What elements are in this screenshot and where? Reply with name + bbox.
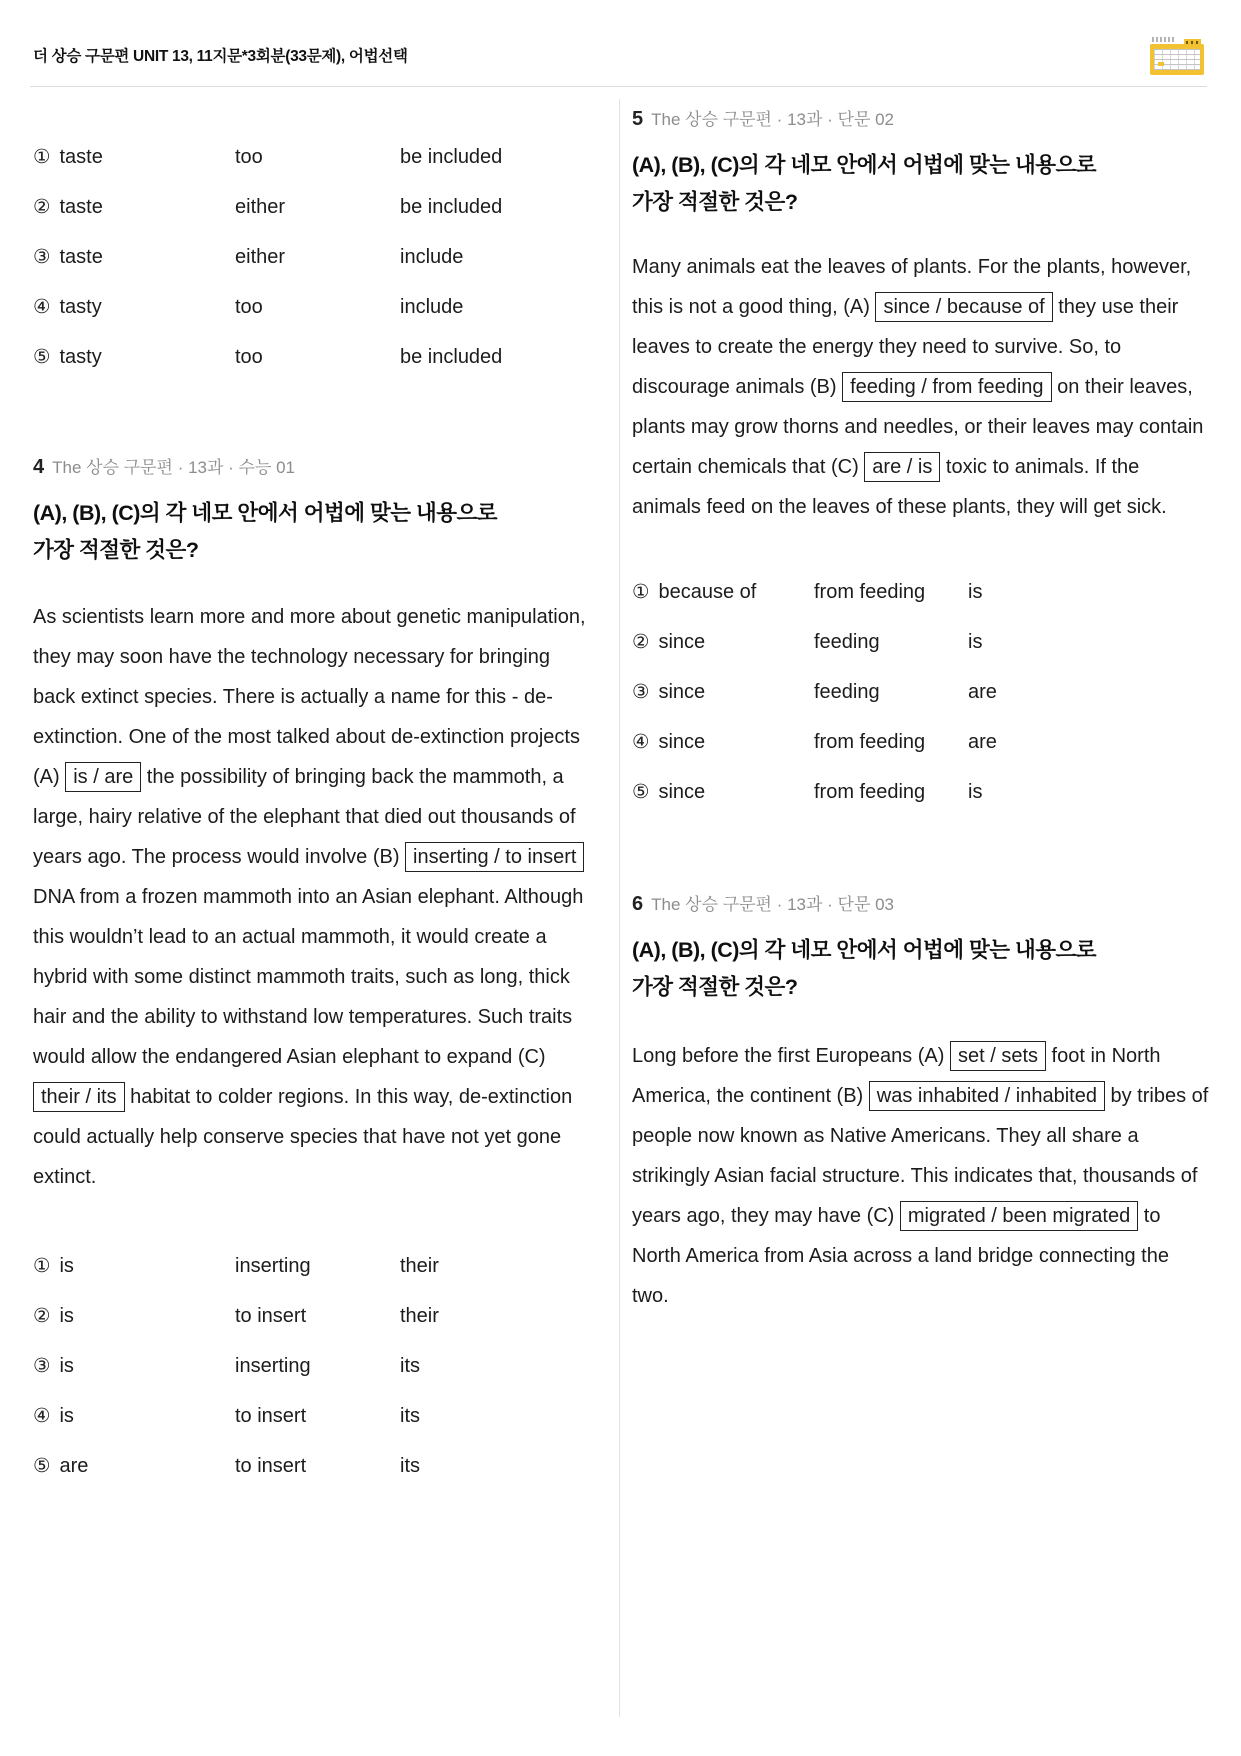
- option-col-a: is: [59, 1254, 74, 1277]
- option-col-c: are: [968, 730, 997, 753]
- passage-text: the possibility of bringing back the mammoth, a large, hairy relative of the elephant that died out thousands of years ago. The process would involve (B): [33, 766, 576, 868]
- question4-prompt: [33, 495, 589, 569]
- option-col-a: tasty: [59, 345, 102, 368]
- question4-answer-options: [33, 1241, 589, 1491]
- choice-box-b: inserting / to insert: [405, 842, 584, 872]
- option-col-b: to insert: [235, 1404, 307, 1427]
- option-number: ②: [632, 631, 650, 653]
- option-col-c: include: [400, 295, 464, 318]
- logo-table-sheet: [1154, 49, 1200, 70]
- passage-text: toxic to animals. If the animals feed on the leaves of these plants, they will get sick.: [632, 456, 1167, 518]
- prompt-line: (A), (B), (C)의 각 네모 안에서 어법에 맞는 내용으로: [632, 938, 1097, 962]
- question4-passage: [33, 597, 589, 1197]
- option-col-a: tasty: [59, 295, 102, 318]
- option-col-b: too: [235, 295, 263, 318]
- option-number: ①: [632, 581, 650, 603]
- option-number: ④: [33, 1405, 51, 1427]
- question6-prompt: [632, 932, 1210, 1006]
- question-number: 4: [33, 456, 45, 478]
- option-col-c: include: [400, 245, 464, 268]
- question-number: 5: [632, 108, 644, 130]
- option-col-c: its: [400, 1404, 420, 1427]
- option-col-a: taste: [59, 245, 103, 268]
- option-col-c: its: [400, 1354, 420, 1377]
- question5-header: [632, 106, 1210, 133]
- option-col-c: is: [968, 780, 983, 803]
- option-col-b: from feeding: [814, 580, 926, 603]
- passage-text: to North America from Asia across a land bridge connecting the two.: [632, 1205, 1169, 1307]
- choice-box-c: are / is: [864, 452, 940, 482]
- option-number: ②: [33, 1305, 51, 1327]
- choice-box-c: migrated / been migrated: [900, 1201, 1138, 1231]
- option-col-b: too: [235, 345, 263, 368]
- choice-box-a: since / because of: [875, 292, 1052, 322]
- question-number: 6: [632, 893, 644, 915]
- left-column: [33, 132, 589, 1491]
- option-col-c: be included: [400, 195, 503, 218]
- option-number: ①: [33, 146, 51, 168]
- prompt-line: 가장 적절한 것은?: [632, 190, 798, 214]
- passage-text: they use their leaves to create the energy they need to survive. So, to discourage animals (B): [632, 296, 1179, 398]
- option-number: ④: [632, 731, 650, 753]
- option-col-b: feeding: [814, 680, 880, 703]
- option-col-c: is: [968, 630, 983, 653]
- option-number: ②: [33, 196, 51, 218]
- choice-box-a: is / are: [65, 762, 141, 792]
- option-col-a: since: [658, 730, 706, 753]
- question4-header: [33, 454, 589, 481]
- worksheet-title: 더 상승 구문편 UNIT 13, 11지문*3회분(33문제), 어법선택: [33, 48, 408, 65]
- logo-highlight-cell: [1158, 62, 1164, 66]
- option-number: ⑤: [33, 1455, 51, 1477]
- prompt-line: 가장 적절한 것은?: [632, 975, 798, 999]
- option-number: ③: [632, 681, 650, 703]
- option-col-b: from feeding: [814, 780, 926, 803]
- option-col-c: their: [400, 1304, 439, 1327]
- option-col-b: inserting: [235, 1254, 311, 1277]
- option-col-a: taste: [59, 145, 103, 168]
- option-col-b: to insert: [235, 1304, 307, 1327]
- option-col-c: its: [400, 1454, 420, 1477]
- passage-text: habitat to colder regions. In this way, de-extinction could actually help conserve species that have not yet gone extinct.: [33, 1086, 573, 1188]
- option-row: [33, 1391, 589, 1441]
- option-row: [33, 282, 589, 332]
- option-row: [33, 132, 589, 182]
- timetable-logo-icon: [1150, 36, 1204, 76]
- answer-options-previous-question: [33, 132, 589, 382]
- passage-text: Many animals eat the leaves of plants. For the plants, however, this is not a good thing, (A): [632, 256, 1192, 318]
- passage-text: by tribes of people now known as Native Americans. They all share a strikingly Asian facial structure. This indicates that, thousands of years ago, they may have (C): [632, 1085, 1209, 1227]
- option-col-b: to insert: [235, 1454, 307, 1477]
- option-row: [33, 1241, 589, 1291]
- option-row: [632, 717, 1210, 767]
- choice-box-b: feeding / from feeding: [842, 372, 1051, 402]
- option-col-b: too: [235, 145, 263, 168]
- question6-header: [632, 891, 1210, 918]
- option-number: ④: [33, 296, 51, 318]
- option-row: [33, 1441, 589, 1491]
- option-row: [33, 182, 589, 232]
- option-row: [33, 1291, 589, 1341]
- option-col-b: from feeding: [814, 730, 926, 753]
- option-row: [632, 767, 1210, 817]
- option-col-a: taste: [59, 195, 103, 218]
- passage-text: on their leaves, plants may grow thorns and needles, or their leaves may contain certain chemicals that (C): [632, 376, 1204, 478]
- option-col-c: their: [400, 1254, 439, 1277]
- option-col-a: is: [59, 1304, 74, 1327]
- option-row: [33, 1341, 589, 1391]
- question5-prompt: [632, 147, 1210, 221]
- option-number: ③: [33, 246, 51, 268]
- passage-text: foot in North America, the continent (B): [632, 1045, 1161, 1107]
- choice-box-a: set / sets: [950, 1041, 1046, 1071]
- prompt-line: (A), (B), (C)의 각 네모 안에서 어법에 맞는 내용으로: [33, 501, 498, 525]
- option-row: [33, 232, 589, 282]
- prompt-line: 가장 적절한 것은?: [33, 538, 199, 562]
- option-col-c: be included: [400, 345, 503, 368]
- option-col-a: is: [59, 1354, 74, 1377]
- question-source: The 상승 구문편 · 13과 · 수능 01: [52, 458, 295, 477]
- column-divider: [619, 99, 620, 1717]
- question6-passage: [632, 1036, 1210, 1316]
- prompt-line: (A), (B), (C)의 각 네모 안에서 어법에 맞는 내용으로: [632, 153, 1097, 177]
- option-col-a: because of: [658, 580, 757, 603]
- header-divider: [30, 86, 1207, 87]
- option-number: ⑤: [632, 781, 650, 803]
- right-column: [632, 106, 1210, 1316]
- question5-passage: [632, 247, 1210, 527]
- passage-text: Long before the first Europeans (A): [632, 1045, 950, 1067]
- logo-caption-text: [1152, 37, 1176, 42]
- option-col-c: are: [968, 680, 997, 703]
- option-col-b: inserting: [235, 1354, 311, 1377]
- option-col-b: either: [235, 195, 286, 218]
- question-source: The 상승 구문편 · 13과 · 단문 03: [651, 895, 894, 914]
- option-row: [632, 667, 1210, 717]
- question-source: The 상승 구문편 · 13과 · 단문 02: [651, 110, 894, 129]
- option-col-a: since: [658, 780, 706, 803]
- option-col-c: is: [968, 580, 983, 603]
- passage-text: DNA from a frozen mammoth into an Asian elephant. Although this wouldn’t lead to an actual mammoth, it would create a hybrid with some distinct mammoth traits, such as long, thick hair and the ability to withstand low temperatures. Such traits would allow the endangered Asian elephant to expand (C): [33, 886, 584, 1068]
- choice-box-c: their / its: [33, 1082, 125, 1112]
- option-row: [632, 617, 1210, 667]
- option-col-b: either: [235, 245, 286, 268]
- option-col-a: since: [658, 680, 706, 703]
- question5-answer-options: [632, 567, 1210, 817]
- passage-text: As scientists learn more and more about genetic manipulation, they may soon have the technology necessary for bringing back extinct species. There is actually a name for this - de-extinction. One of the most talked about de-extinction projects (A): [33, 606, 586, 788]
- option-col-a: is: [59, 1404, 74, 1427]
- option-col-a: are: [59, 1454, 89, 1477]
- option-number: ⑤: [33, 346, 51, 368]
- option-col-a: since: [658, 630, 706, 653]
- choice-box-b: was inhabited / inhabited: [869, 1081, 1105, 1111]
- option-row: [33, 332, 589, 382]
- option-col-c: be included: [400, 145, 503, 168]
- option-row: [632, 567, 1210, 617]
- option-number: ①: [33, 1255, 51, 1277]
- option-col-b: feeding: [814, 630, 880, 653]
- option-number: ③: [33, 1355, 51, 1377]
